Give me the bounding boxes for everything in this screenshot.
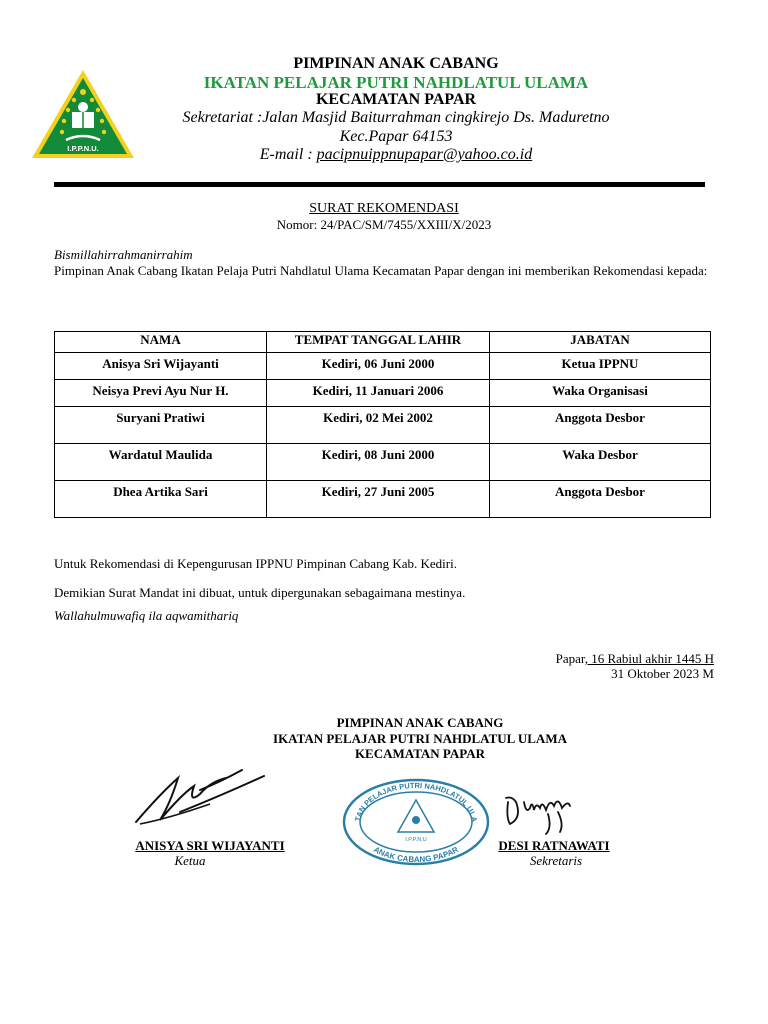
opening-phrase: Bismillahirrahmanirrahim (54, 247, 193, 262)
header-jabatan: JABATAN (490, 332, 711, 353)
signature-org-1: PIMPINAN ANAK CABANG (336, 715, 504, 730)
official-stamp (342, 778, 490, 866)
signature-org-2: IKATAN PELAJAR PUTRI NAHDLATUL ULAMA (273, 731, 567, 746)
cell-nama: Anisya Sri Wijayanti (55, 353, 267, 380)
table-row (55, 444, 711, 481)
signer-ketua-role: Ketua (174, 853, 206, 868)
signature-ketua (130, 764, 268, 834)
letterhead-email-line (140, 146, 652, 164)
cell-jabatan: Anggota Desbor (490, 407, 711, 444)
cell-nama: Dhea Artika Sari (55, 481, 267, 518)
date-hijri: , 16 Rabiul akhir 1445 H (584, 651, 714, 666)
table-row (55, 407, 711, 444)
cell-jabatan: Ketua IPPNU (490, 353, 711, 380)
table-row (55, 380, 711, 407)
cell-ttl: Kediri, 02 Mei 2002 (267, 407, 490, 444)
cell-jabatan: Anggota Desbor (490, 481, 711, 518)
letterhead-postal: Kec.Papar 64153 (339, 128, 453, 145)
signer-ketua-name: ANISYA SRI WIJAYANTI (135, 838, 285, 853)
cell-ttl: Kediri, 27 Juni 2005 (267, 481, 490, 518)
statement-text: Demikian Surat Mandat ini dibuat, untuk dipergunakan sebagaimana mestinya. (54, 585, 466, 600)
ippnu-logo-icon (30, 68, 136, 160)
letterhead-org-name: IKATAN PELAJAR PUTRI NAHDLATUL ULAMA (203, 73, 589, 92)
ippnu-logo (30, 68, 136, 160)
stamp-bottom-text: ANAK CABANG PAPAR (372, 844, 460, 865)
email-label: E-mail : (259, 146, 317, 163)
signature-org-3: KECAMATAN PAPAR (354, 746, 486, 761)
header-nama: NAMA (55, 332, 267, 353)
cell-nama: Wardatul Maulida (55, 444, 267, 481)
email-link[interactable]: pacipnuippnupapar@yahoo.co.id (316, 146, 533, 163)
letter-number: Nomor: 24/PAC/SM/7455/XXIII/X/2023 (276, 217, 492, 232)
purpose-text: Untuk Rekomendasi di Kepengurusan IPPNU Pimpinan Cabang Kab. Kediri. (54, 556, 457, 571)
table-header-row (55, 332, 711, 353)
svg-text:IKATAN PELAJAR PUTRI NAHDLATUL (342, 778, 479, 823)
cell-jabatan: Waka Organisasi (490, 380, 711, 407)
date-place: Papar (555, 651, 585, 666)
stamp-center-text: I.P.P.N.U (405, 837, 427, 843)
date-hijri-line (556, 651, 714, 667)
cell-nama: Suryani Pratiwi (55, 407, 267, 444)
letterhead-address: Sekretariat :Jalan Masjid Baiturrahman cingkirejo Ds. Maduretno (182, 109, 610, 126)
signer-sekretaris-role: Sekretaris (529, 853, 583, 868)
cell-jabatan: Waka Desbor (490, 444, 711, 481)
table-row (55, 353, 711, 380)
signature-sekretaris (502, 788, 576, 838)
logo-text: I.P.P.N.U. (67, 144, 99, 153)
letterhead-line-3: KECAMATAN PAPAR (315, 91, 477, 108)
signer-sekretaris-name: DESI RATNAWATI (498, 838, 610, 853)
letter-title: SURAT REKOMENDASI (309, 201, 459, 216)
intro-paragraph: Pimpinan Anak Cabang Ikatan Pelaja Putri Nahdlatul Ulama Kecamatan Papar dengan ini memberikan Rekomendasi kepada: (54, 263, 708, 278)
cell-ttl: Kediri, 06 Juni 2000 (267, 353, 490, 380)
salam-text: Wallahulmuwafiq ila aqwamithariq (54, 608, 239, 623)
stamp-top-text: TAN PELAJAR PUTRI NAHDLATUL ULA (353, 780, 479, 823)
letterhead-line-1: PIMPINAN ANAK CABANG (293, 55, 499, 72)
letterhead-divider (54, 182, 705, 187)
header-ttl: TEMPAT TANGGAL LAHIR (267, 332, 490, 353)
cell-ttl: Kediri, 08 Juni 2000 (267, 444, 490, 481)
cell-nama: Neisya Previ Ayu Nur H. (55, 380, 267, 407)
table-row (55, 481, 711, 518)
date-gregorian: 31 Oktober 2023 M (611, 666, 714, 681)
cell-ttl: Kediri, 11 Januari 2006 (267, 380, 490, 407)
members-table (54, 331, 711, 518)
